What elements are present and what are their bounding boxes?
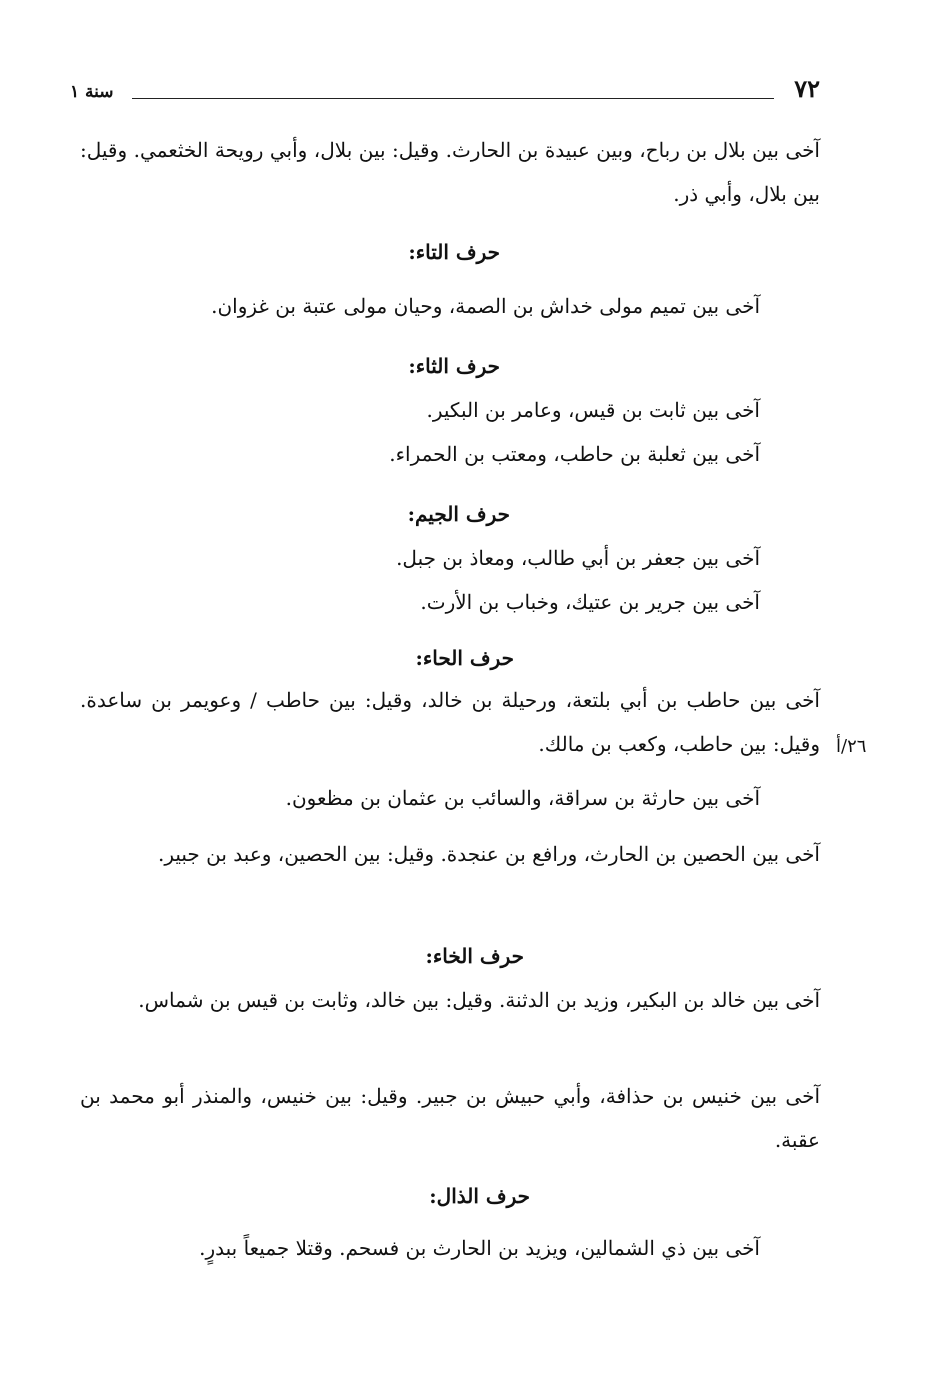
page-number: ٧٢ [794,74,820,103]
entry-ha-1: آخى بين حاطب بن أبي بلتعة، ورحيلة بن خالد، وقيل: بين حاطب / وعويمر بن ساعدة. وقيل: بين حاطب، وكعب بن مالك. [80,688,820,756]
entry-kha-2: آخى بين خنيس بن حذافة، وأبي حبيش بن جبير. وقيل: بين خنيس، والمنذر أبو محمد بن عقبة. [80,1084,820,1152]
entry-tha-1: آخى بين ثابت بن قيس، وعامر بن البكير. [426,398,760,422]
header-rule [132,98,774,99]
entry-ha-2: آخى بين حارثة بن سراقة، والسائب بن عثمان بن مظعون. [285,786,760,810]
heading-dhal: حرف الذال: [429,1184,530,1208]
entry-dhal-1: آخى بين ذي الشمالين، ويزيد بن الحارث بن فسحم. وقتلا جميعاً ببدرٍ. [199,1236,760,1260]
heading-tha: حرف الثاء: [408,354,500,378]
margin-reference: ٢٦/أ [836,736,867,757]
entry-tha-2: آخى بين ثعلبة بن حاطب، ومعتب بن الحمراء. [389,442,760,466]
entry-ha-3: آخى بين الحصين بن الحارث، ورافع بن عنجدة. وقيل: بين الحصين، وعبد بن جبير. [157,842,820,866]
paragraph-bilal: آخى بين بلال بن رباح، وبين عبيدة بن الحارث. وقيل: بين بلال، وأبي رويحة الخثعمي. وقيل: بين بلال، وأبي ذر. [80,138,820,206]
heading-kha: حرف الخاء: [425,944,524,968]
entry-jim-2: آخى بين جرير بن عتيك، وخباب بن الأرت. [420,590,760,614]
running-head: سنة ١ [70,82,114,102]
page-header [70,74,820,108]
entry-jim-1: آخى بين جعفر بن أبي طالب، ومعاذ بن جبل. [396,546,760,570]
entry-ta-1: آخى بين تميم مولى خداش بن الصمة، وحيان مولى عتبة بن غزوان. [211,294,760,318]
heading-ta: حرف التاء: [408,240,500,264]
heading-jim: حرف الجيم: [407,502,510,526]
entry-kha-1: آخى بين خالد بن البكير، وزيد بن الدثنة. وقيل: بين خالد، وثابت بن قيس بن شماس. [138,988,820,1012]
heading-ha: حرف الحاء: [415,646,514,670]
